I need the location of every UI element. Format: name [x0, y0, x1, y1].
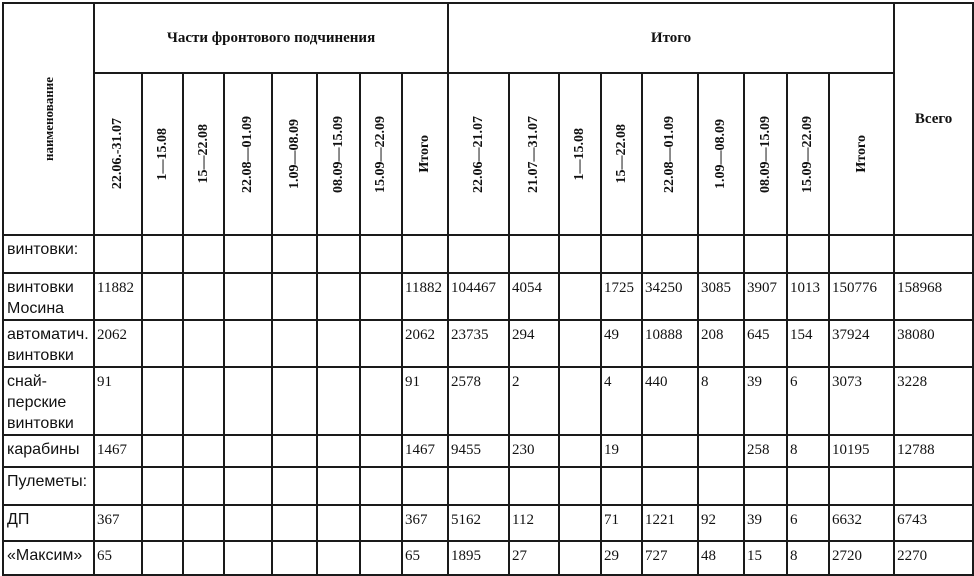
table-cell: [183, 435, 224, 467]
table-cell: [142, 541, 183, 575]
table-cell: 158968: [894, 273, 973, 320]
table-cell: [272, 435, 317, 467]
table-cell: [402, 235, 448, 273]
table-cell: [360, 541, 402, 575]
table-cell: 23735: [448, 320, 509, 367]
table-cell: 34250: [642, 273, 698, 320]
table-cell: 1725: [601, 273, 642, 320]
table-cell: 154: [787, 320, 829, 367]
table-cell: 65: [402, 541, 448, 575]
table-cell: [224, 235, 272, 273]
front-period-header: [224, 73, 272, 235]
table-cell: [317, 541, 360, 575]
table-row: [3, 320, 973, 367]
front-units-group-header: Части фронтового подчинения: [94, 3, 448, 73]
table-cell: [272, 273, 317, 320]
table-cell: [94, 235, 142, 273]
table-cell: [360, 435, 402, 467]
table-cell: [224, 435, 272, 467]
table-cell: 8: [698, 367, 744, 435]
table-cell: 5162: [448, 505, 509, 541]
weapons-table: [2, 2, 974, 576]
row-label: ДП: [3, 505, 94, 541]
table-cell: [183, 367, 224, 435]
total-group-header: Итого: [448, 3, 894, 73]
period-label: 15.09—22.09: [373, 115, 388, 193]
period-label: 1—15.08: [154, 127, 170, 181]
total-period-header: [448, 73, 509, 235]
period-label: 22.06.-31.07: [110, 118, 125, 190]
table-row: [3, 505, 973, 541]
table-row: [3, 541, 973, 575]
table-cell: 3073: [829, 367, 894, 435]
table-cell: 1895: [448, 541, 509, 575]
table-cell: 71: [601, 505, 642, 541]
period-label: 22.06—21.07: [470, 115, 486, 193]
table-cell: [829, 467, 894, 505]
total-period-header: [642, 73, 698, 235]
table-cell: 19: [601, 435, 642, 467]
name-column-header: [3, 3, 94, 235]
table-cell: [272, 467, 317, 505]
table-cell: [360, 367, 402, 435]
table-cell: 104467: [448, 273, 509, 320]
table-cell: 1013: [787, 273, 829, 320]
table-cell: [559, 435, 601, 467]
table-cell: [642, 467, 698, 505]
table-cell: 11882: [402, 273, 448, 320]
table-cell: [698, 467, 744, 505]
table-cell: [559, 505, 601, 541]
table-cell: [183, 235, 224, 273]
table-cell: [317, 320, 360, 367]
row-label: винтовки:: [3, 235, 94, 273]
table-cell: 2062: [94, 320, 142, 367]
table-cell: 91: [402, 367, 448, 435]
table-cell: [272, 541, 317, 575]
table-cell: [559, 235, 601, 273]
table-row: [3, 273, 973, 320]
table-row: [3, 367, 973, 435]
table-cell: [787, 235, 829, 273]
total-period-header: [829, 73, 894, 235]
row-label: «Максим»: [3, 541, 94, 575]
total-period-header: [787, 73, 829, 235]
table-cell: [142, 320, 183, 367]
period-label: 08.09—15.09: [757, 115, 773, 193]
table-cell: [317, 505, 360, 541]
front-period-header: [317, 73, 360, 235]
front-period-header: [142, 73, 183, 235]
period-label: 08.09—15.09: [330, 115, 346, 193]
table-cell: 208: [698, 320, 744, 367]
total-period-header: [744, 73, 787, 235]
period-label: 22.08—01.09: [240, 115, 255, 193]
row-label: снай-перские винтовки: [3, 367, 94, 435]
period-label: 1.09—08.09: [713, 119, 728, 189]
period-label: 21.07—31.07: [526, 115, 541, 193]
table-cell: [642, 235, 698, 273]
table-row: [3, 235, 973, 273]
table-cell: [559, 541, 601, 575]
table-cell: [317, 273, 360, 320]
table-cell: [224, 367, 272, 435]
table-cell: 27: [509, 541, 559, 575]
table-cell: 39: [744, 505, 787, 541]
period-label: 15.09—22.09: [800, 115, 815, 193]
table-cell: 29: [601, 541, 642, 575]
table-cell: 9455: [448, 435, 509, 467]
table-cell: [142, 273, 183, 320]
table-cell: [224, 273, 272, 320]
table-cell: [448, 235, 509, 273]
table-cell: 8: [787, 541, 829, 575]
table-cell: [142, 505, 183, 541]
table-cell: [402, 467, 448, 505]
table-cell: 294: [509, 320, 559, 367]
row-label: Пулеметы:: [3, 467, 94, 505]
table-cell: [272, 367, 317, 435]
table-cell: [894, 467, 973, 505]
table-cell: 92: [698, 505, 744, 541]
table-cell: [317, 367, 360, 435]
total-period-header: [559, 73, 601, 235]
table-cell: 367: [94, 505, 142, 541]
table-cell: 8: [787, 435, 829, 467]
table-cell: [509, 467, 559, 505]
period-label: 22.08—01.09: [662, 115, 677, 193]
table-cell: [272, 505, 317, 541]
row-label: автоматич. винтовки: [3, 320, 94, 367]
table-row: [3, 467, 973, 505]
table-cell: [360, 505, 402, 541]
table-cell: 37924: [829, 320, 894, 367]
table-cell: [787, 467, 829, 505]
table-cell: 230: [509, 435, 559, 467]
front-period-header: [183, 73, 224, 235]
table-cell: [317, 235, 360, 273]
table-cell: [559, 367, 601, 435]
table-cell: [317, 435, 360, 467]
table-cell: [360, 235, 402, 273]
row-label: карабины: [3, 435, 94, 467]
table-cell: [142, 435, 183, 467]
table-cell: [183, 467, 224, 505]
table-cell: 11882: [94, 273, 142, 320]
period-label: 15—22.08: [195, 124, 211, 184]
table-cell: 12788: [894, 435, 973, 467]
front-period-header: [272, 73, 317, 235]
table-cell: 258: [744, 435, 787, 467]
table-cell: 727: [642, 541, 698, 575]
table-cell: [183, 273, 224, 320]
table-cell: [642, 435, 698, 467]
period-label: 1—15.08: [572, 127, 587, 181]
table-cell: [183, 320, 224, 367]
table-cell: 2720: [829, 541, 894, 575]
table-cell: [559, 320, 601, 367]
table-cell: 91: [94, 367, 142, 435]
table-cell: 3085: [698, 273, 744, 320]
front-period-header: [94, 73, 142, 235]
table-cell: [601, 235, 642, 273]
name-header-text: наименование: [40, 76, 56, 162]
table-cell: [559, 273, 601, 320]
table-cell: 1467: [94, 435, 142, 467]
table-cell: [183, 541, 224, 575]
front-period-header: [402, 73, 448, 235]
table-cell: [183, 505, 224, 541]
table-cell: 15: [744, 541, 787, 575]
table-cell: [360, 273, 402, 320]
table-cell: 6632: [829, 505, 894, 541]
table-cell: [894, 235, 973, 273]
table-cell: [829, 235, 894, 273]
table-cell: [272, 235, 317, 273]
period-label: Итого: [853, 135, 869, 173]
table-cell: 3228: [894, 367, 973, 435]
table-cell: [509, 235, 559, 273]
table-cell: 367: [402, 505, 448, 541]
table-cell: 2: [509, 367, 559, 435]
table-cell: 645: [744, 320, 787, 367]
table-cell: [142, 467, 183, 505]
table-cell: [224, 541, 272, 575]
table-cell: [744, 467, 787, 505]
table-cell: 6: [787, 367, 829, 435]
table-cell: [317, 467, 360, 505]
table-cell: 440: [642, 367, 698, 435]
table-cell: [744, 235, 787, 273]
table-cell: [272, 320, 317, 367]
table-cell: 112: [509, 505, 559, 541]
table-cell: 39: [744, 367, 787, 435]
period-label: 1.09—08.09: [286, 119, 302, 189]
table-cell: 150776: [829, 273, 894, 320]
table-cell: [224, 320, 272, 367]
table-cell: [698, 435, 744, 467]
table-cell: 48: [698, 541, 744, 575]
table-cell: 10888: [642, 320, 698, 367]
table-cell: 2062: [402, 320, 448, 367]
table-cell: 2270: [894, 541, 973, 575]
grand-total-header: Всего: [894, 3, 973, 235]
table-cell: [224, 467, 272, 505]
table-cell: [698, 235, 744, 273]
table-cell: 3907: [744, 273, 787, 320]
table-cell: 1467: [402, 435, 448, 467]
total-period-header: [509, 73, 559, 235]
table-cell: 6: [787, 505, 829, 541]
front-period-header: [360, 73, 402, 235]
table-cell: 4054: [509, 273, 559, 320]
table-cell: 38080: [894, 320, 973, 367]
period-label: Итого: [417, 135, 432, 173]
table-cell: [559, 467, 601, 505]
row-label: винтовки Мосина: [3, 273, 94, 320]
total-period-header: [601, 73, 642, 235]
period-label: 15—22.08: [613, 124, 629, 184]
table-cell: 49: [601, 320, 642, 367]
table-cell: [142, 235, 183, 273]
table-cell: 1221: [642, 505, 698, 541]
table-row: [3, 435, 973, 467]
table-cell: [360, 467, 402, 505]
total-period-header: [698, 73, 744, 235]
table-cell: 6743: [894, 505, 973, 541]
table-cell: 4: [601, 367, 642, 435]
table-cell: 10195: [829, 435, 894, 467]
table-cell: [224, 505, 272, 541]
table-cell: [142, 367, 183, 435]
table-cell: [601, 467, 642, 505]
table-cell: [94, 467, 142, 505]
table-cell: 65: [94, 541, 142, 575]
table-cell: [360, 320, 402, 367]
table-cell: 2578: [448, 367, 509, 435]
table-cell: [448, 467, 509, 505]
